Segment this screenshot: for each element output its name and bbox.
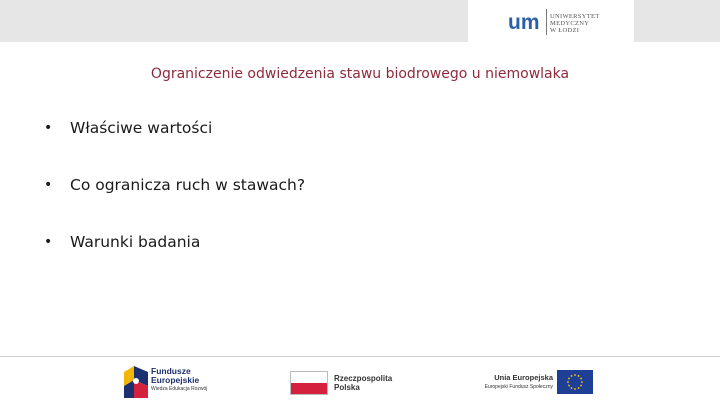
eu-star-icon — [571, 387, 573, 389]
logo-divider — [546, 9, 547, 35]
fundusze-europejskie-logo — [124, 366, 244, 398]
eu-star-icon — [580, 378, 582, 380]
eu-flag-icon — [557, 370, 593, 394]
slide-title: Ograniczenie odwiedzenia stawu biodrowego u niemowlaka — [150, 66, 570, 82]
bullet-text: Co ogranicza ruch w stawach? — [70, 176, 306, 194]
rzeczpospolita-logo — [290, 370, 410, 398]
fundusze-europejskie-logo-icon — [124, 366, 148, 398]
bullet-dot: • — [44, 234, 53, 250]
polish-flag-icon — [290, 371, 328, 395]
eu-star-icon — [580, 385, 582, 387]
eu-star-icon — [567, 381, 569, 383]
eu-star-icon — [574, 388, 576, 390]
bullet-item — [44, 117, 305, 139]
eu-star-icon — [568, 378, 570, 380]
university-name: UNIWERSYTET MEDYCZNY W ŁODZI — [550, 13, 600, 34]
bullet-item — [44, 231, 305, 253]
footer-logos — [0, 357, 720, 405]
eu-star-icon — [574, 374, 576, 376]
bullet-dot: • — [44, 120, 53, 136]
svg-text:um: um — [508, 11, 540, 33]
rzeczpospolita-text: Rzeczpospolita Polska — [334, 374, 393, 392]
bullet-text: Właściwe wartości — [70, 119, 213, 137]
eu-star-icon — [568, 385, 570, 387]
fundusze-text: Fundusze Europejskie Wiedza Edukacja Rozwój — [151, 366, 208, 392]
bullet-item — [44, 174, 305, 196]
eu-star-icon — [571, 375, 573, 377]
university-logo — [468, 0, 634, 42]
eu-star-icon — [578, 387, 580, 389]
unia-text: Unia Europejska Europejski Fundusz Społeczny — [484, 373, 553, 390]
eu-star-icon — [581, 381, 583, 383]
um-logo-icon — [508, 11, 542, 33]
bullet-list — [44, 117, 305, 288]
bullet-text: Warunki badania — [70, 233, 201, 251]
bullet-dot: • — [44, 177, 53, 193]
unia-europejska-logo — [475, 370, 600, 398]
eu-star-icon — [578, 375, 580, 377]
